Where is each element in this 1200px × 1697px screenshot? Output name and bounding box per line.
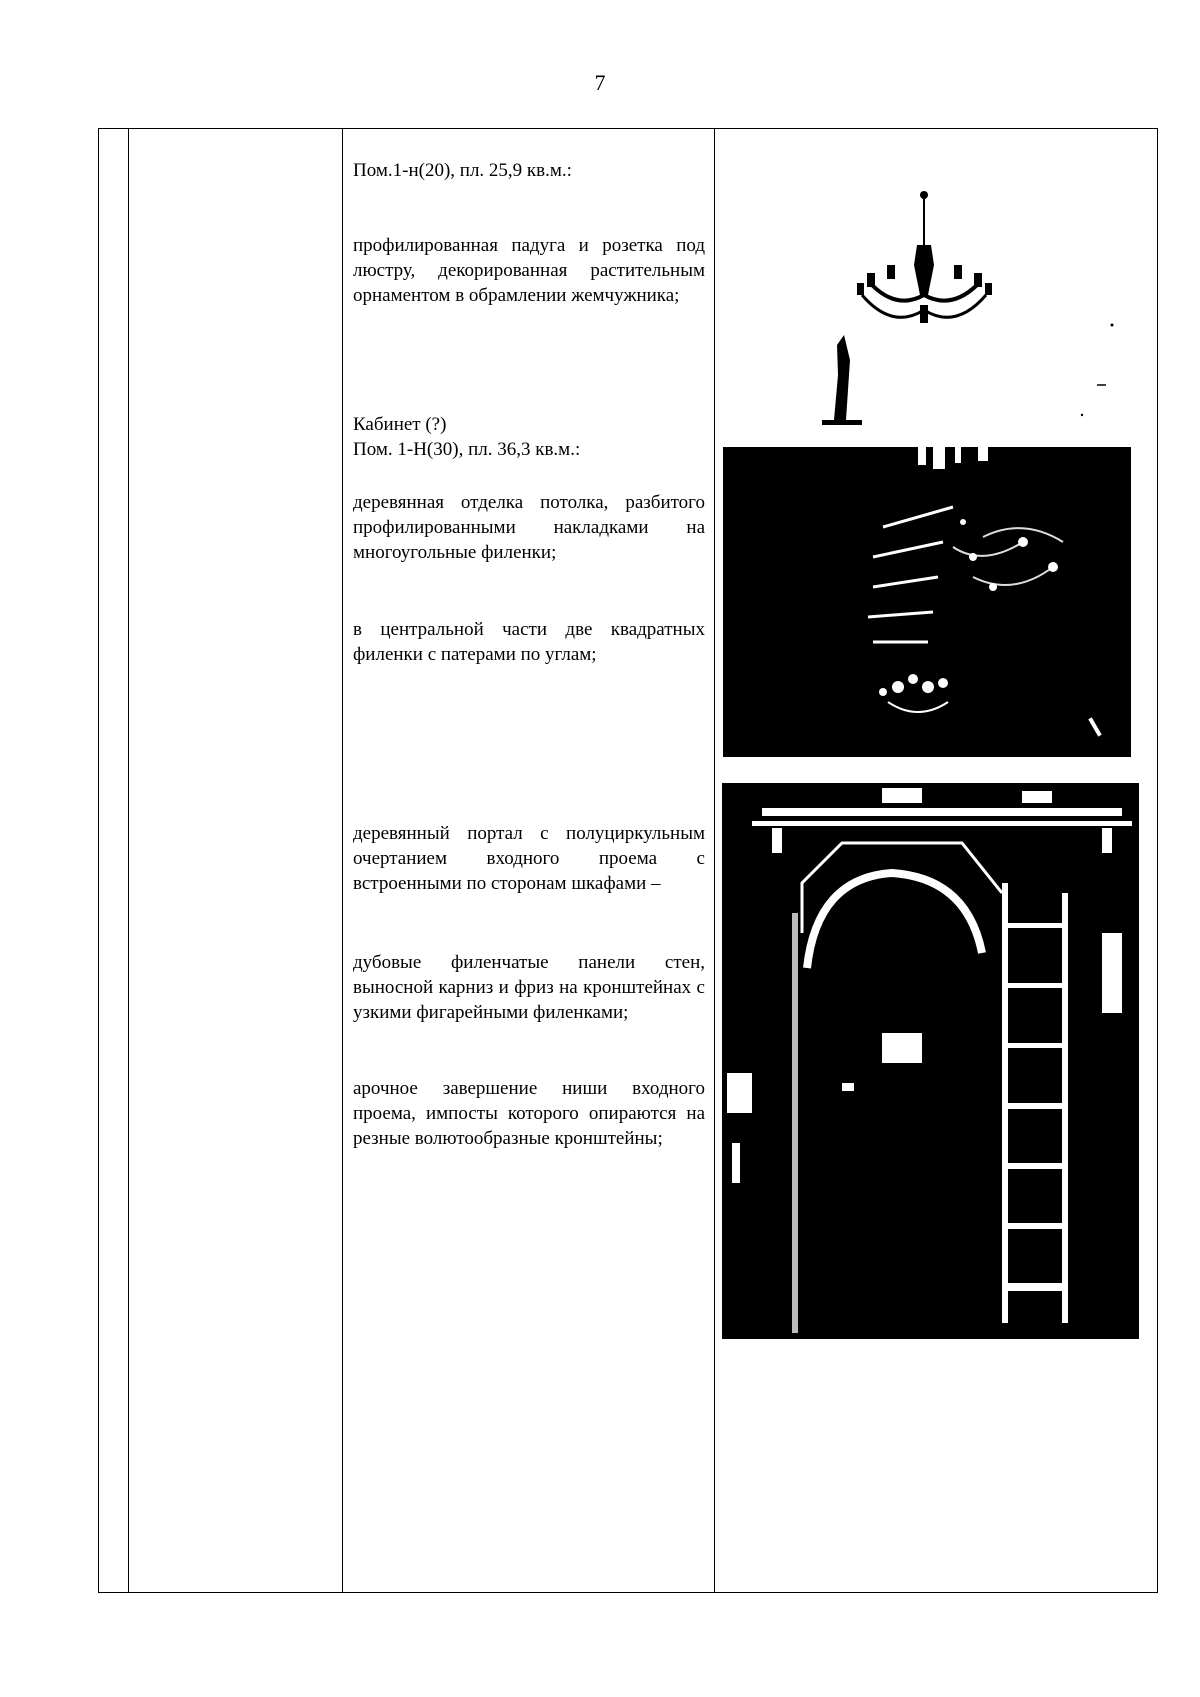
section-2-item-3: деревянный портал с полуциркульным очертанием входного проема с встроенными по сторонам шкафами – — [353, 823, 705, 894]
section-1-heading: Пом.1-н(20), пл. 25,9 кв.м.: — [353, 160, 572, 181]
section-2-item-1: деревянная отделка потолка, разбитого профилированными накладками на многоугольные филенки; — [353, 492, 705, 563]
section-1-item-1: профилированная падуга и розетка под люстру, декорированная растительным орнаментом в обрамлении жемчужника; — [353, 235, 705, 306]
ceiling-chandelier-photo — [723, 447, 1131, 757]
section-2-item-4: дубовые филенчатые панели стен, выносной карниз и фриз на кронштейнах с узкими фигарейными филенками; — [353, 952, 705, 1023]
arched-portal-photo — [722, 783, 1139, 1339]
photo-column-top-line — [722, 128, 1150, 129]
section-2-item-2: в центральной части две квадратных филенки с патерами по углам; — [353, 619, 705, 665]
column-divider-1 — [128, 128, 129, 1593]
column-divider-2 — [342, 128, 343, 1593]
page-number: 7 — [594, 70, 606, 95]
column-divider-3 — [714, 128, 715, 1593]
chandelier-photo — [722, 185, 1122, 430]
section-2-title: Кабинет (?) — [353, 414, 447, 435]
section-2-item-5: арочное завершение ниши входного проема, импосты которого опираются на резные волютообразные кронштейны; — [353, 1078, 705, 1149]
section-2-heading: Пом. 1-Н(30), пл. 36,3 кв.м.: — [353, 439, 581, 460]
